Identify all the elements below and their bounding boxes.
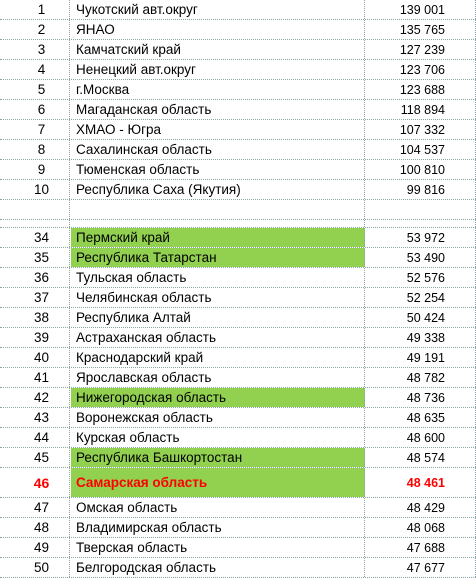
rank-cell: 8 [0, 140, 70, 159]
region-cell: Тюменская область [71, 160, 365, 179]
rank-cell: 34 [0, 228, 70, 247]
value-cell: 47 677 [366, 558, 476, 577]
value-cell: 48 068 [366, 518, 476, 537]
region-cell: Тульская область [71, 268, 365, 287]
rank-cell: 47 [0, 498, 70, 517]
rank-cell: 1 [0, 0, 70, 19]
table-row [0, 140, 476, 160]
region-cell: Ярославская область [71, 368, 365, 387]
value-cell: 48 736 [366, 388, 476, 407]
table-row [0, 228, 476, 248]
region-cell: Нижегородская область [71, 388, 365, 407]
region-cell: г.Москва [71, 80, 365, 99]
table-row [0, 20, 476, 40]
region-cell: Республика Алтай [71, 308, 365, 327]
table-row [0, 558, 476, 578]
table-row [0, 160, 476, 180]
value-cell: 48 461 [366, 468, 476, 497]
table-row [0, 40, 476, 60]
region-cell: Краснодарский край [71, 348, 365, 367]
rank-cell: 4 [0, 60, 70, 79]
value-cell: 139 001 [366, 0, 476, 19]
region-cell: Магаданская область [71, 100, 365, 119]
value-cell: 48 635 [366, 408, 476, 427]
rank-cell: 5 [0, 80, 70, 99]
region-cell: Сахалинская область [71, 140, 365, 159]
table-row [0, 60, 476, 80]
rank-cell: 41 [0, 368, 70, 387]
rank-cell: 43 [0, 408, 70, 427]
rank-cell: 49 [0, 538, 70, 557]
region-cell: Белгородская область [71, 558, 365, 577]
table-row [0, 368, 476, 388]
value-cell: 123 706 [366, 60, 476, 79]
table-row [0, 348, 476, 368]
value-cell: 52 254 [366, 288, 476, 307]
rank-cell: 35 [0, 248, 70, 267]
rank-cell: 10 [0, 180, 70, 199]
rank-cell: 6 [0, 100, 70, 119]
region-cell: Чукотский авт.округ [71, 0, 365, 19]
rank-cell: 9 [0, 160, 70, 179]
rank-cell: 40 [0, 348, 70, 367]
region-cell: Пермский край [71, 228, 365, 247]
table-row [0, 538, 476, 558]
value-cell: 53 972 [366, 228, 476, 247]
table-row [0, 80, 476, 100]
region-cell: Республика Саха (Якутия) [71, 180, 365, 199]
region-cell: Челябинская область [71, 288, 365, 307]
value-cell [366, 220, 476, 227]
region-cell: Самарская область [71, 468, 365, 497]
value-cell: 52 576 [366, 268, 476, 287]
table-row [0, 100, 476, 120]
value-cell: 48 782 [366, 368, 476, 387]
table-row [0, 468, 476, 498]
value-cell: 104 537 [366, 140, 476, 159]
rank-cell: 37 [0, 288, 70, 307]
region-cell: Владимирская область [71, 518, 365, 537]
value-cell: 49 191 [366, 348, 476, 367]
value-cell: 100 810 [366, 160, 476, 179]
rank-cell: 36 [0, 268, 70, 287]
region-cell: Астраханская область [71, 328, 365, 347]
value-cell: 135 765 [366, 20, 476, 39]
region-cell [71, 220, 365, 227]
table-row [0, 428, 476, 448]
table-row [0, 180, 476, 200]
rank-cell: 38 [0, 308, 70, 327]
value-cell: 123 688 [366, 80, 476, 99]
rank-cell: 42 [0, 388, 70, 407]
rank-cell: 2 [0, 20, 70, 39]
value-cell: 47 688 [366, 538, 476, 557]
table-row [0, 268, 476, 288]
table-row [0, 408, 476, 428]
table-row [0, 308, 476, 328]
blank-row [0, 200, 476, 220]
value-cell: 118 894 [366, 100, 476, 119]
table-row [0, 248, 476, 268]
region-cell: Омская область [71, 498, 365, 517]
region-cell: Камчатский край [71, 40, 365, 59]
rank-cell: 45 [0, 448, 70, 467]
blank-row [0, 220, 476, 228]
table-row [0, 498, 476, 518]
table-row [0, 120, 476, 140]
rank-cell: 44 [0, 428, 70, 447]
value-cell: 127 239 [366, 40, 476, 59]
rank-cell [0, 200, 70, 219]
region-cell: Воронежская область [71, 408, 365, 427]
region-cell: Тверская область [71, 538, 365, 557]
region-cell: Республика Башкортостан [71, 448, 365, 467]
region-cell: Курская область [71, 428, 365, 447]
region-cell: Республика Татарстан [71, 248, 365, 267]
region-cell [71, 200, 365, 219]
region-cell: ХМАО - Югра [71, 120, 365, 139]
value-cell: 99 816 [366, 180, 476, 199]
value-cell: 48 429 [366, 498, 476, 517]
table-row [0, 518, 476, 538]
rank-cell: 48 [0, 518, 70, 537]
value-cell: 53 490 [366, 248, 476, 267]
value-cell: 107 332 [366, 120, 476, 139]
table-row [0, 388, 476, 408]
table-row [0, 288, 476, 308]
rank-cell: 7 [0, 120, 70, 139]
region-cell: Ненецкий авт.округ [71, 60, 365, 79]
value-cell: 48 574 [366, 448, 476, 467]
value-cell [366, 200, 476, 219]
rank-cell: 50 [0, 558, 70, 577]
value-cell: 50 424 [366, 308, 476, 327]
value-cell: 48 600 [366, 428, 476, 447]
region-cell: ЯНАО [71, 20, 365, 39]
rank-cell [0, 220, 70, 227]
rank-cell: 3 [0, 40, 70, 59]
value-cell: 49 338 [366, 328, 476, 347]
rank-cell: 39 [0, 328, 70, 347]
table-row [0, 328, 476, 348]
rank-cell: 46 [0, 468, 70, 497]
table-row [0, 448, 476, 468]
table-row [0, 0, 476, 20]
